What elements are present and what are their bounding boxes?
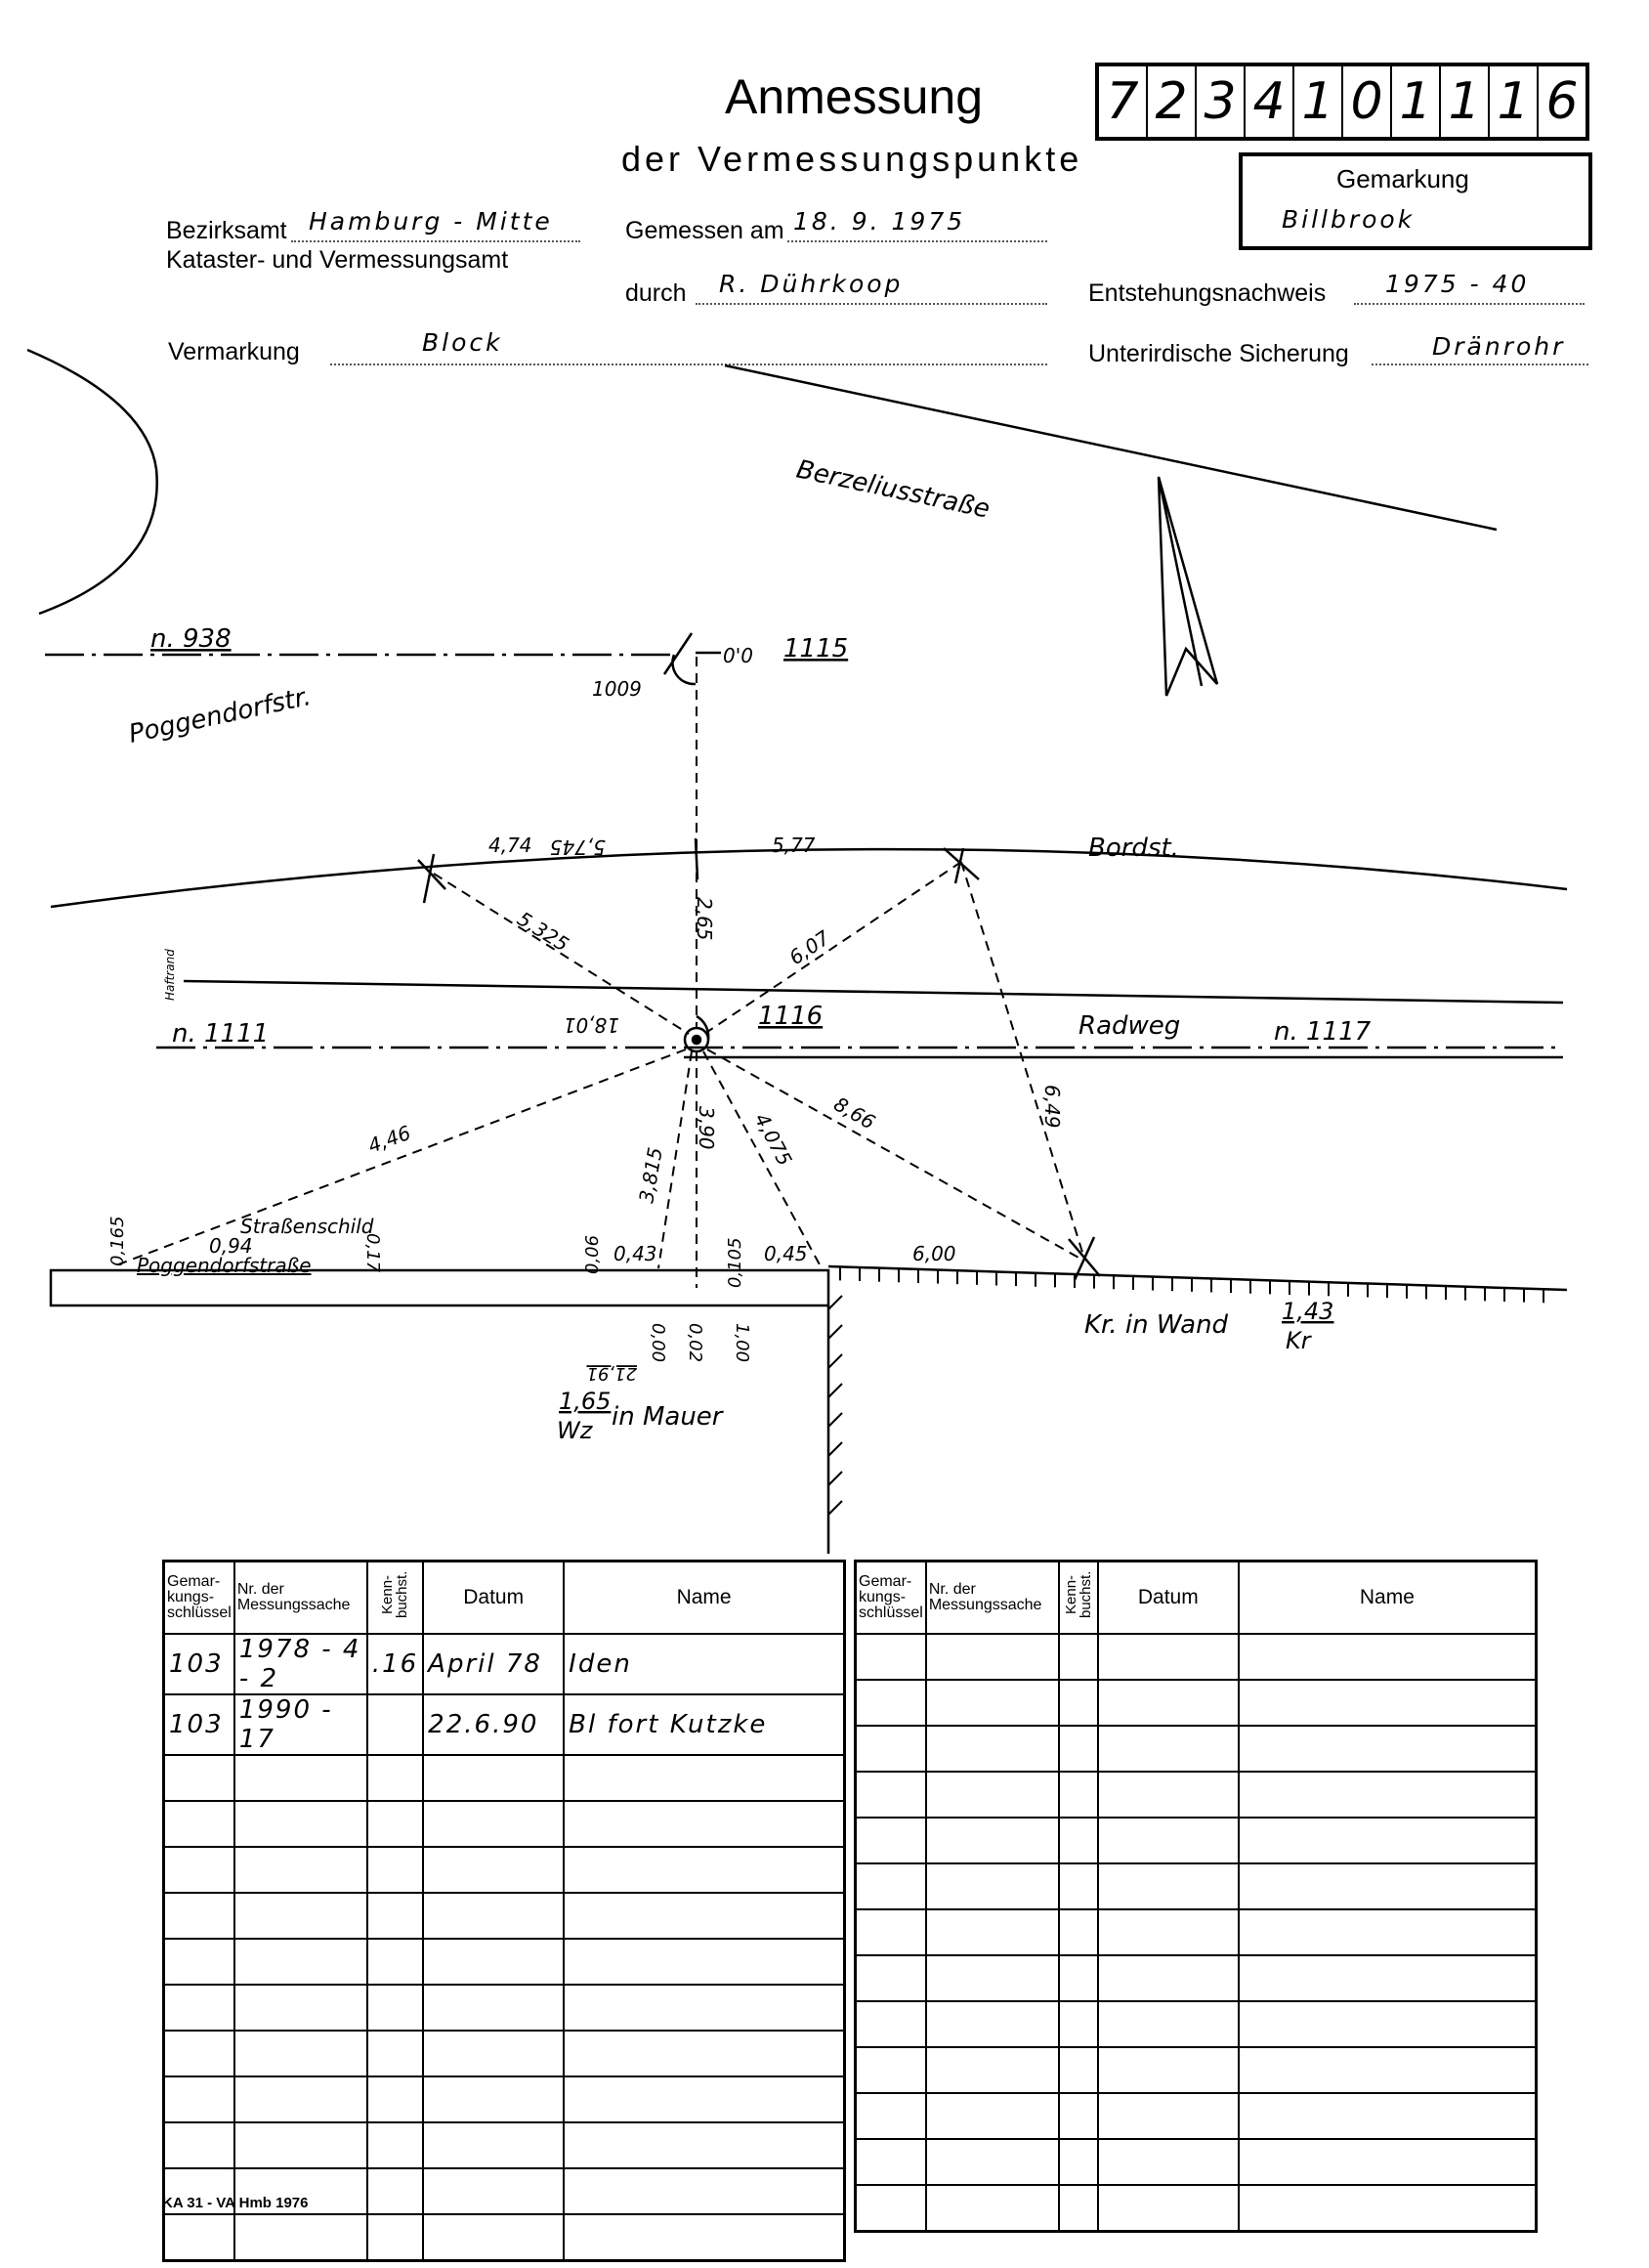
- table-row: [164, 1755, 845, 1801]
- table-cell: [1098, 1818, 1239, 1863]
- table-cell: [234, 2031, 367, 2076]
- table-cell: [856, 2047, 926, 2093]
- table-cell: [1239, 1955, 1537, 2001]
- register-table-left: [162, 1560, 846, 2262]
- m-577: 5,77: [772, 834, 816, 857]
- table-cell: [564, 1939, 844, 1985]
- table-cell: [1059, 1863, 1098, 1909]
- table-cell: [1239, 1726, 1537, 1772]
- table-cell: [367, 2031, 423, 2076]
- table-cell: [1059, 2093, 1098, 2139]
- table-row: [164, 2031, 845, 2076]
- table-cell: [926, 2185, 1059, 2232]
- m-5745: 5,745: [549, 835, 606, 859]
- form-title: Anmessung: [725, 69, 984, 124]
- m-0165: 0,165: [107, 1216, 128, 1266]
- curb-arc: [27, 350, 157, 614]
- table-cell: [926, 1772, 1059, 1818]
- point-id-digit: 4: [1246, 66, 1294, 137]
- table-cell: [926, 2001, 1059, 2047]
- point-id-digit: 7: [1099, 66, 1148, 137]
- table-cell: [1098, 2001, 1239, 2047]
- ref-938: n. 938: [150, 624, 232, 654]
- table-cell: [423, 2168, 564, 2214]
- table-cell: [1098, 1909, 1239, 1955]
- kr-text: Kr. in Wand: [1084, 1310, 1229, 1340]
- table-cell: [1059, 2047, 1098, 2093]
- table-cell: [367, 1893, 423, 1939]
- table-cell: [926, 2139, 1059, 2185]
- m-390: 3,90: [695, 1106, 718, 1150]
- bezirksamt-label: Bezirksamt: [166, 217, 287, 244]
- m-006: 0,06: [582, 1234, 603, 1274]
- table-cell: [423, 1939, 564, 1985]
- table-row: [164, 2214, 845, 2261]
- table-row: [164, 1634, 845, 1694]
- table-cell: 103: [164, 1634, 234, 1694]
- table-cell: Iden: [564, 1634, 844, 1694]
- table-cell: April 78: [423, 1634, 564, 1694]
- table-cell: [1098, 1955, 1239, 2001]
- bordst-label: Bordst.: [1088, 834, 1179, 863]
- m-100: 1,00: [732, 1323, 752, 1363]
- point-id-digit: 1: [1490, 66, 1539, 137]
- m-446: 4,46: [364, 1120, 414, 1158]
- col-kenn: Kenn-buchst.: [1059, 1562, 1098, 1635]
- col-nr: Nr. der Messungssache: [926, 1562, 1059, 1635]
- table-cell: 1978 - 4 - 2: [234, 1634, 367, 1694]
- wz-num: 1,65: [559, 1388, 612, 1415]
- table-cell: [367, 1985, 423, 2031]
- table-cell: [1059, 2001, 1098, 2047]
- table-cell: [423, 1847, 564, 1893]
- table-cell: [926, 2047, 1059, 2093]
- table-cell: [856, 2185, 926, 2232]
- table-cell: [423, 1801, 564, 1847]
- point-id-digit: 3: [1197, 66, 1246, 137]
- table-cell: [564, 2214, 844, 2261]
- table-cell: [367, 2076, 423, 2122]
- gemarkung-label: Gemarkung: [1336, 164, 1469, 193]
- table-cell: [564, 1755, 844, 1801]
- table-cell: [1059, 1772, 1098, 1818]
- table-cell: [367, 2168, 423, 2214]
- m-4075: 4,075: [749, 1109, 797, 1170]
- table-cell: [926, 1863, 1059, 1909]
- m-5325: 5,325: [513, 906, 573, 957]
- vermarkung-value: Block: [422, 328, 503, 357]
- table-cell: [164, 1755, 234, 1801]
- table-cell: [1059, 2139, 1098, 2185]
- col-gemarkung: Gemar-kungs-schlüssel: [164, 1562, 234, 1635]
- table-cell: [1239, 2093, 1537, 2139]
- wz-text: in Mauer: [612, 1402, 723, 1432]
- north-arrow-icon: [1159, 477, 1217, 696]
- table-row: [856, 1634, 1537, 1680]
- table-cell: .16: [367, 1634, 423, 1694]
- angle-1009: 1009: [592, 677, 642, 701]
- table-cell: [423, 1755, 564, 1801]
- table-cell: [1239, 2139, 1537, 2185]
- table-cell: [564, 2076, 844, 2122]
- m-607: 6,07: [784, 925, 834, 970]
- table-cell: [1239, 1680, 1537, 1726]
- table-cell: [926, 1634, 1059, 1680]
- angle-00: 0'0: [723, 644, 753, 667]
- kr-num: 1,43: [1282, 1298, 1334, 1325]
- table-cell: [1059, 1726, 1098, 1772]
- m-474: 4,74: [488, 834, 532, 857]
- table-cell: [164, 2031, 234, 2076]
- table-cell: [1239, 2185, 1537, 2232]
- table-cell: [1098, 2047, 1239, 2093]
- point-id-digit: 1: [1294, 66, 1343, 137]
- table-row: [164, 1847, 845, 1893]
- table-row: [856, 2093, 1537, 2139]
- m-017: 0,17: [362, 1233, 383, 1273]
- table-cell: [926, 1726, 1059, 1772]
- schild-label: Straßenschild: [240, 1215, 374, 1238]
- table-cell: [926, 1680, 1059, 1726]
- sicherung-value: Dränrohr: [1432, 332, 1566, 361]
- table-cell: [856, 2139, 926, 2185]
- table-cell: [367, 1847, 423, 1893]
- point-1115: 1115: [783, 634, 849, 663]
- table-cell: [234, 1939, 367, 1985]
- table-cell: [1239, 1863, 1537, 1909]
- col-gemarkung: Gemar-kungs-schlüssel: [856, 1562, 926, 1635]
- table-cell: [234, 1985, 367, 2031]
- gemessen-label: Gemessen am: [625, 217, 784, 244]
- table-cell: [1239, 1634, 1537, 1680]
- table-cell: [1098, 1726, 1239, 1772]
- ref-1117: n. 1117: [1274, 1017, 1372, 1047]
- table-cell: 1990 - 17: [234, 1694, 367, 1755]
- schild-text: Poggendorfstraße: [137, 1254, 312, 1277]
- table-row: [164, 1694, 845, 1755]
- table-cell: [1059, 2185, 1098, 2232]
- table-cell: [856, 1909, 926, 1955]
- table-cell: [234, 1847, 367, 1893]
- table-cell: [1059, 1818, 1098, 1863]
- haftrand-label: Haftrand: [163, 949, 177, 1001]
- form-code: KA 31 - VA Hmb 1976: [162, 2195, 309, 2211]
- table-row: [856, 2047, 1537, 2093]
- ref-1111: n. 1111: [172, 1019, 270, 1048]
- table-row: [856, 2139, 1537, 2185]
- table-cell: [1098, 1772, 1239, 1818]
- table-cell: [856, 1726, 926, 1772]
- durch-label: durch: [625, 279, 687, 307]
- office-line: Kataster- und Vermessungsamt: [166, 246, 509, 274]
- table-cell: [856, 1680, 926, 1726]
- col-kenn: Kenn-buchst.: [367, 1562, 423, 1635]
- table-row: [856, 1680, 1537, 1726]
- radweg-label: Radweg: [1078, 1011, 1181, 1041]
- col-datum: Datum: [423, 1562, 564, 1635]
- table-cell: [423, 2076, 564, 2122]
- col-name: Name: [1239, 1562, 1537, 1635]
- table-cell: [164, 1893, 234, 1939]
- m-0105: 0,105: [725, 1237, 745, 1288]
- col-nr: Nr. der Messungssache: [234, 1562, 367, 1635]
- table-cell: [164, 1801, 234, 1847]
- table-row: [856, 2001, 1537, 2047]
- table-cell: [367, 1801, 423, 1847]
- table-row: [164, 2076, 845, 2122]
- bezirksamt-value: Hamburg - Mitte: [309, 207, 553, 235]
- m-866: 8,66: [829, 1091, 880, 1134]
- table-cell: [423, 1985, 564, 2031]
- table-row: [856, 1726, 1537, 1772]
- table-row: [164, 1985, 845, 2031]
- table-cell: [164, 1847, 234, 1893]
- table-row: [856, 2185, 1537, 2232]
- table-cell: [1239, 1772, 1537, 1818]
- table-cell: [164, 2076, 234, 2122]
- table-cell: [1098, 2139, 1239, 2185]
- table-cell: [423, 2031, 564, 2076]
- register-table-right: [854, 1560, 1538, 2233]
- table-cell: [367, 2122, 423, 2168]
- street-berzelius: Berzeliusstraße: [793, 454, 993, 525]
- table-cell: [564, 1985, 844, 2031]
- col-name: Name: [564, 1562, 844, 1635]
- table-row: [856, 1772, 1537, 1818]
- bordstein-line: [51, 849, 1567, 907]
- table-row: [164, 1801, 845, 1847]
- table-cell: [164, 2214, 234, 2261]
- form-subtitle: der Vermessungspunkte: [621, 139, 1083, 179]
- entstehung-value: 1975 - 40: [1385, 270, 1530, 298]
- table-cell: [856, 1955, 926, 2001]
- m-600: 6,00: [912, 1242, 956, 1265]
- m-000: 0,00: [648, 1323, 668, 1363]
- table-cell: [1098, 1863, 1239, 1909]
- table-cell: [856, 2093, 926, 2139]
- table-cell: [1239, 1818, 1537, 1863]
- table-cell: [234, 1801, 367, 1847]
- table-cell: [367, 2214, 423, 2261]
- table-cell: [564, 2031, 844, 2076]
- table-cell: [564, 1847, 844, 1893]
- table-cell: [856, 2001, 926, 2047]
- table-cell: [423, 1893, 564, 1939]
- table-cell: [1098, 1634, 1239, 1680]
- table-cell: [1239, 2001, 1537, 2047]
- table-cell: [856, 1634, 926, 1680]
- table-cell: [564, 2122, 844, 2168]
- gemarkung-value: Billbrook: [1282, 205, 1416, 234]
- m-043: 0,43: [613, 1242, 657, 1265]
- m-045: 0,45: [764, 1242, 808, 1265]
- m-265: 2,65: [693, 897, 716, 941]
- table-cell: [564, 1801, 844, 1847]
- table-cell: [1059, 1909, 1098, 1955]
- point-id-digit: 1: [1441, 66, 1490, 137]
- table-cell: [1098, 2185, 1239, 2232]
- table-cell: [926, 1909, 1059, 1955]
- table-cell: [1098, 2093, 1239, 2139]
- table-cell: [367, 1755, 423, 1801]
- table-cell: [234, 2122, 367, 2168]
- berzelius-edge: [725, 365, 1497, 530]
- point-id-digit: 2: [1148, 66, 1197, 137]
- table-cell: [856, 1772, 926, 1818]
- table-cell: [1239, 2047, 1537, 2093]
- table-cell: [367, 1939, 423, 1985]
- table-cell: [926, 2093, 1059, 2139]
- gemessen-value: 18. 9. 1975: [793, 207, 966, 235]
- m-3815: 3,815: [634, 1145, 667, 1205]
- point-id-digit: 0: [1343, 66, 1392, 137]
- sicherung-label: Unterirdische Sicherung: [1088, 340, 1349, 367]
- table-row: [164, 1939, 845, 1985]
- table-cell: [1059, 1634, 1098, 1680]
- m-002: 0,02: [685, 1323, 705, 1363]
- table-cell: [164, 1939, 234, 1985]
- vermarkung-label: Vermarkung: [168, 338, 300, 365]
- table-cell: [234, 2076, 367, 2122]
- table-cell: [926, 1818, 1059, 1863]
- table-cell: 103: [164, 1694, 234, 1755]
- street-poggendorf: Poggendorfstr.: [126, 682, 314, 749]
- durch-value: R. Dührkoop: [719, 270, 904, 298]
- m-094: 0,94: [209, 1234, 253, 1258]
- table-cell: [234, 1755, 367, 1801]
- table-cell: [164, 2122, 234, 2168]
- table-row: [164, 1893, 845, 1939]
- wz-den: Wz: [557, 1417, 593, 1444]
- table-cell: [423, 2214, 564, 2261]
- table-cell: [1098, 1680, 1239, 1726]
- m-1801: 18,01: [563, 1013, 619, 1037]
- col-datum: Datum: [1098, 1562, 1239, 1635]
- table-row: [856, 1909, 1537, 1955]
- table-row: [164, 2122, 845, 2168]
- table-row: [856, 1863, 1537, 1909]
- table-cell: [856, 1863, 926, 1909]
- table-cell: [1059, 1955, 1098, 2001]
- m-2191: 21,91: [586, 1363, 637, 1384]
- entstehung-label: Entstehungsnachweis: [1088, 279, 1327, 307]
- table-cell: 22.6.90: [423, 1694, 564, 1755]
- m-649: 6,49: [1040, 1085, 1064, 1129]
- table-cell: [234, 1893, 367, 1939]
- table-cell: [367, 1694, 423, 1755]
- table-cell: [564, 2168, 844, 2214]
- point-1116: 1116: [758, 1002, 824, 1031]
- table-cell: [1239, 1909, 1537, 1955]
- table-cell: [856, 1818, 926, 1863]
- table-row: [856, 1818, 1537, 1863]
- point-id-digit: 1: [1392, 66, 1441, 137]
- table-cell: [234, 2214, 367, 2261]
- table-cell: [423, 2122, 564, 2168]
- table-cell: Bl fort Kutzke: [564, 1694, 844, 1755]
- table-cell: [164, 1985, 234, 2031]
- table-cell: [926, 1955, 1059, 2001]
- kr-den: Kr: [1286, 1327, 1311, 1354]
- table-cell: [1059, 1680, 1098, 1726]
- point-id-digit: 6: [1545, 72, 1579, 131]
- table-row: [856, 1955, 1537, 2001]
- table-cell: [564, 1893, 844, 1939]
